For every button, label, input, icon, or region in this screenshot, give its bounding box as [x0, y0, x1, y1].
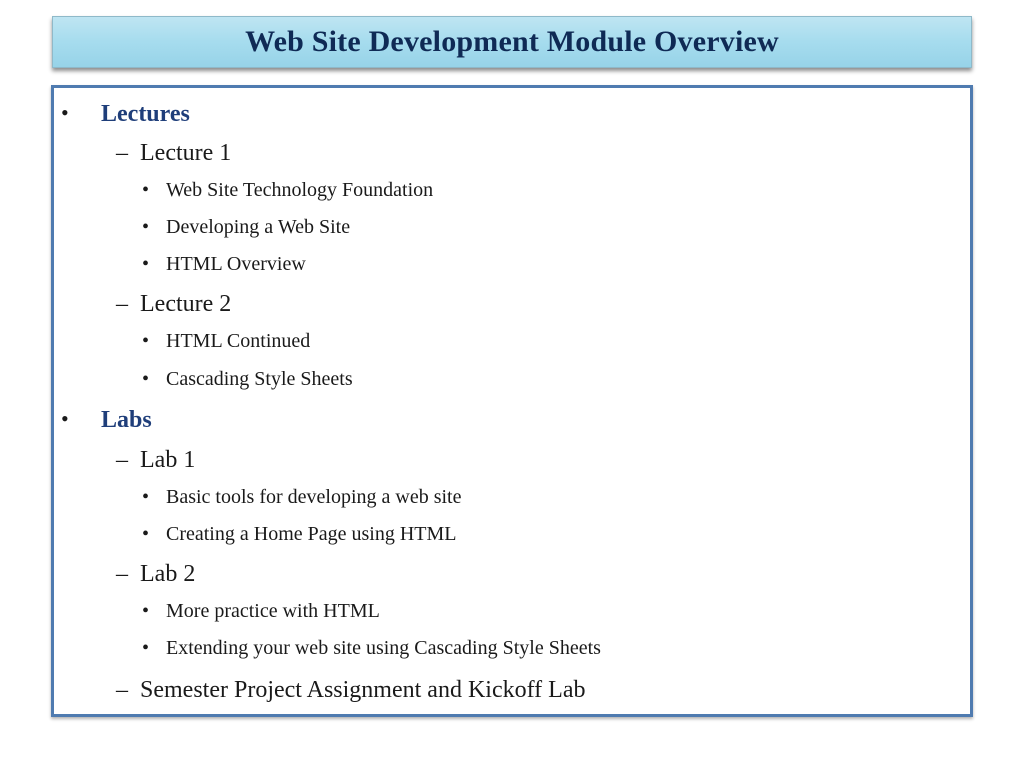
list-item-text: Creating a Home Page using HTML [166, 523, 457, 545]
dash-mark: – [116, 561, 128, 587]
list-item-text: Lecture 2 [140, 291, 232, 317]
list-item-text: Lectures [101, 101, 190, 127]
list-item-text: Basic tools for developing a web site [166, 486, 462, 508]
list-item-text: Developing a Web Site [166, 216, 351, 238]
slide-title: Web Site Development Module Overview [245, 25, 779, 58]
dash-mark: – [116, 291, 128, 317]
list-item-text: Lecture 1 [140, 140, 232, 166]
list-item-text: More practice with HTML [166, 600, 380, 622]
bullet-mark: • [142, 179, 150, 201]
bullet-mark: • [142, 523, 150, 545]
list-item-text: Cascading Style Sheets [166, 368, 353, 390]
list-item-text: Web Site Technology Foundation [166, 179, 434, 201]
list-item-text: Labs [101, 407, 152, 433]
bullet-mark: • [142, 216, 150, 238]
bullet-mark: • [142, 637, 150, 659]
bullet-mark: • [142, 368, 150, 390]
list-item-text: Lab 1 [140, 447, 196, 473]
bullet-mark: • [61, 406, 69, 431]
slide-title-bar [52, 16, 972, 68]
list-item-text: Extending your web site using Cascading Style Sheets [166, 637, 601, 659]
bullet-mark: • [142, 600, 150, 622]
bullet-mark: • [142, 253, 150, 275]
list-item-text: HTML Overview [166, 253, 306, 275]
bullet-mark: • [61, 100, 69, 125]
list-item-text: Lab 2 [140, 561, 196, 587]
dash-mark: – [116, 140, 128, 166]
list-item-text: Semester Project Assignment and Kickoff Lab [140, 677, 586, 703]
bullet-mark: • [142, 330, 150, 352]
list-item-text: HTML Continued [166, 330, 311, 352]
bullet-mark: • [142, 486, 150, 508]
dash-mark: – [116, 447, 128, 473]
slide-content-box [51, 85, 973, 717]
dash-mark: – [116, 677, 128, 703]
